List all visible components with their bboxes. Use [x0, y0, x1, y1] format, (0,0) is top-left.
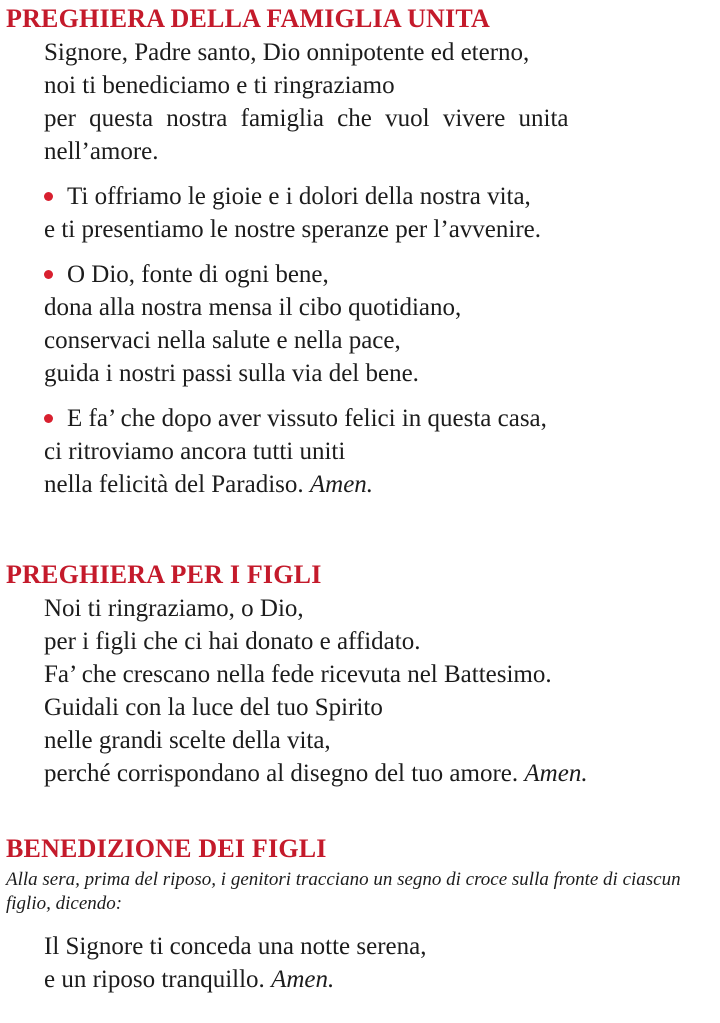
prayer-line: nella felicità del Paradiso. Amen. [44, 471, 374, 498]
prayer-line: O Dio, fonte di ogni bene, [44, 258, 720, 291]
prayer-body [44, 930, 720, 996]
prayer-line: Guidali con la luce del tuo Spirito [44, 694, 383, 721]
prayer-line: conservaci nella salute e nella pace, [44, 327, 401, 354]
section-title: PREGHIERA DELLA FAMIGLIA UNITA [6, 4, 490, 33]
prayer-line: Signore, Padre santo, Dio onnipotente ed eterno, [44, 39, 530, 66]
prayer-line: nelle grandi scelte della vita, [44, 727, 331, 754]
prayer-line: Fa’ che crescano nella fede ricevuta nel Battesimo. [44, 661, 552, 688]
prayer-line: perché corrispondano al disegno del tuo amore. Amen. [44, 760, 588, 787]
prayer-line: noi ti benediciamo e ti ringraziamo [44, 72, 395, 99]
stanza [44, 258, 720, 390]
prayer-body [44, 36, 720, 501]
prayer-line: E fa’ che dopo aver vissuto felici in questa casa, [44, 402, 720, 435]
bullet-icon [44, 270, 53, 279]
prayer-line: nell’amore. [44, 138, 159, 165]
prayer-line: Ti offriamo le gioie e i dolori della nostra vita, [44, 180, 720, 213]
section-family-prayer [0, 4, 720, 501]
stanza [44, 402, 720, 501]
prayer-line: dona alla nostra mensa il cibo quotidiano, [44, 294, 462, 321]
section-title: PREGHIERA PER I FIGLI [6, 560, 322, 589]
rubric-instruction: Alla sera, prima del riposo, i genitori tracciano un segno di croce sulla fronte di ciascun figlio, dicendo: [6, 869, 681, 914]
amen-text: Amen. [524, 760, 588, 787]
prayer-line: per i figli che ci hai donato e affidato. [44, 628, 421, 655]
prayer-line: Il Signore ti conceda una notte serena, [44, 933, 427, 960]
amen-text: Amen. [309, 471, 374, 498]
bullet-icon [44, 414, 53, 423]
prayer-line: Noi ti ringraziamo, o Dio, [44, 595, 304, 622]
amen-text: Amen. [271, 966, 335, 993]
section-children-blessing [0, 834, 720, 996]
stanza [44, 36, 720, 168]
prayer-line: ci ritroviamo ancora tutti uniti [44, 438, 346, 465]
prayer-body [44, 592, 720, 790]
section-title: BENEDIZIONE DEI FIGLI [6, 834, 327, 863]
stanza [44, 180, 720, 246]
bullet-icon [44, 192, 53, 201]
prayer-line: e ti presentiamo le nostre speranze per l’avvenire. [44, 216, 541, 243]
prayer-line: e un riposo tranquillo. Amen. [44, 966, 335, 993]
prayer-line: guida i nostri passi sulla via del bene. [44, 360, 419, 387]
section-children-prayer [0, 560, 720, 790]
prayer-line: per questa nostra famiglia che vuol vivere unita [44, 105, 569, 132]
